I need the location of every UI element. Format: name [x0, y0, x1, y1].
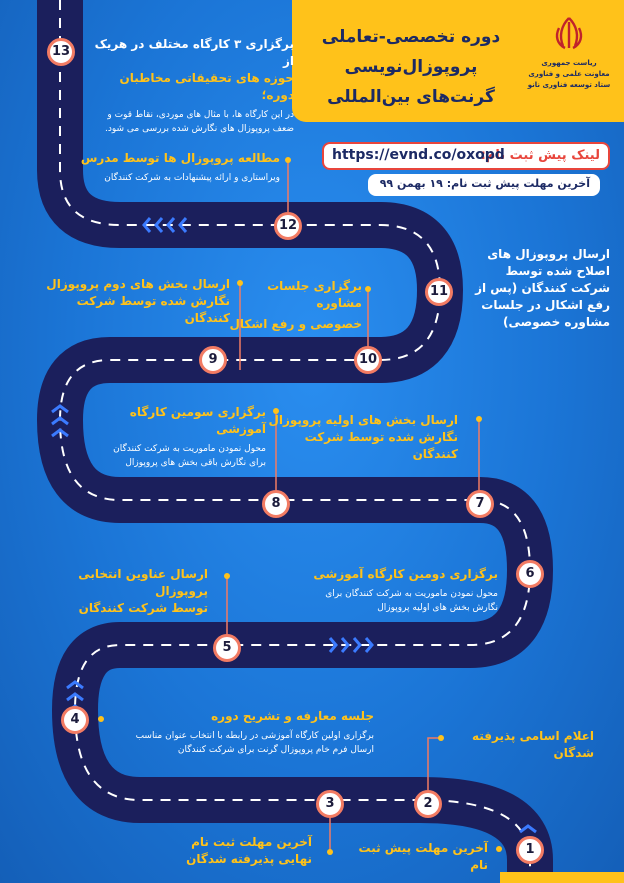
step-11-title2: اصلاح شده توسط — [505, 264, 610, 278]
step-1-marker: 1 — [516, 836, 544, 864]
step-1-title: آخرین مهلت پیش ثبت نام — [358, 841, 488, 872]
step-5-marker: 5 — [213, 634, 241, 662]
step-10-title2: خصوصی و رفع اشکال — [229, 317, 362, 331]
step-2-text — [444, 728, 594, 762]
header-banner — [292, 0, 624, 122]
step-12-desc1: ویراستاری و ارائه پیشنهادات به شرکت کنندگان — [104, 173, 280, 183]
step-10-marker: 10 — [354, 346, 382, 374]
step-4-text — [114, 708, 374, 757]
deadline-box — [368, 174, 600, 196]
step-6-desc1: محول نمودن ماموریت به شرکت کنندگان برای — [325, 589, 498, 599]
step-9-text — [40, 276, 230, 327]
step-5-text — [38, 566, 208, 617]
step-4-title: جلسه معارفه و تشریح دوره — [211, 709, 374, 723]
step-8-desc1: محول نمودن ماموریت به شرکت کنندگان — [113, 444, 266, 454]
step-8-desc2: برای نگارش باقی بخش های پروپوزال — [125, 458, 266, 468]
step-3-text — [162, 834, 312, 868]
step-6-desc2: نگارش بخش های اولیه پروپوزال — [377, 603, 498, 613]
step-9-title2: نگارش شده توسط شرکت کنندگان — [76, 294, 230, 325]
registration-label: لینک پیش ثبت نام: — [480, 148, 600, 163]
step-10-text — [222, 278, 362, 333]
step-11-title: ارسال پروپوزال های — [487, 247, 610, 261]
bottom-strip — [500, 872, 624, 883]
step-7-title2: نگارش شده توسط شرکت کنندگان — [304, 430, 458, 461]
deadline-text: آخرین مهلت پیش ثبت نام: ۱۹ بهمن ۹۹ — [379, 177, 590, 190]
step-10-title: برگزاری جلسات مشاوره — [267, 279, 362, 310]
step-3-marker: 3 — [316, 790, 344, 818]
step-3-title: آخرین مهلت ثبت نام — [191, 835, 312, 849]
registration-link[interactable]: https://evnd.co/oxopd — [332, 147, 505, 163]
step-6-marker: 6 — [516, 560, 544, 588]
step-1-text — [338, 840, 488, 874]
step-7-dot — [476, 416, 482, 422]
step-3-dot — [327, 849, 333, 855]
step-8-marker: 8 — [262, 490, 290, 518]
step-8-title: برگزاری سومین کارگاه آموزشی — [129, 405, 266, 436]
step-5-title: ارسال عناوین انتخابی پروپوزال — [78, 567, 208, 598]
step-11-title5: مشاوره خصوصی) — [503, 315, 610, 329]
step-7-title: ارسال بخش های اولیه پروپوزال — [268, 413, 458, 427]
step-10-dot — [365, 286, 371, 292]
course-title-line2: پروپوزال‌نویسی — [344, 57, 478, 77]
step-7-marker: 7 — [466, 490, 494, 518]
course-title-line3: گرنت‌های بین‌المللی — [327, 87, 495, 107]
step-13-title: برگزاری ۳ کارگاه مختلف در هریک از — [94, 37, 294, 68]
logo-line3: ستاد توسعه فناوری نانو — [527, 81, 611, 89]
step-12-title: مطالعه پروپوزال ها توسط مدرس — [80, 151, 280, 165]
step-11-marker: 11 — [425, 278, 453, 306]
logo-text — [524, 58, 614, 91]
registration-box — [322, 142, 610, 170]
step-13-marker: 13 — [47, 38, 75, 66]
step-8-text — [96, 404, 266, 470]
step-5-dot — [224, 573, 230, 579]
logo-line2: معاونت علمی و فناوری — [528, 70, 610, 78]
step-11-title4: رفع اشکال در جلسات — [481, 298, 610, 312]
step-11-text — [460, 246, 610, 331]
step-4-dot — [98, 716, 104, 722]
step-12-marker: 12 — [274, 212, 302, 240]
step-2-marker: 2 — [414, 790, 442, 818]
step-6-text — [308, 566, 498, 615]
course-title — [316, 22, 506, 112]
step-4-desc2: ارسال فرم خام پروپوزال گرنت برای شرکت کنندگان — [177, 745, 374, 755]
step-13-desc2: ضعف پروپوزال های نگارش شده بررسی می شود. — [105, 124, 294, 134]
step-9-dot — [237, 280, 243, 286]
step-2-title: اعلام اسامی پذیرفته شدگان — [471, 729, 594, 760]
step-9-marker: 9 — [199, 346, 227, 374]
step-9-title: ارسال بخش های دوم پروپوزال — [46, 277, 230, 291]
step-12-dot — [285, 157, 291, 163]
step-13-desc1: در این کارگاه ها، با مثال های موردی، نقاط قوت و — [107, 110, 294, 120]
emblem-icon — [549, 14, 589, 54]
step-1-dot — [496, 846, 502, 852]
step-5-title2: توسط شرکت کنندگان — [78, 601, 208, 615]
step-3-title2: نهایی پذیرفته شدگان — [186, 852, 312, 866]
logo-line1: ریاست جمهوری — [541, 59, 597, 67]
course-title-line1: دوره تخصصی-تعاملی — [321, 27, 501, 47]
step-6-title: برگزاری دومین کارگاه آموزشی — [313, 567, 498, 581]
step-13-title2: حوزه های تحقیقاتی مخاطبان دوره؛ — [119, 71, 294, 102]
step-12-text — [80, 150, 280, 185]
step-7-text — [268, 412, 458, 463]
step-13-text — [84, 36, 294, 136]
government-logo — [524, 14, 614, 110]
step-11-title3: شرکت کنندگان (پس از — [475, 281, 610, 295]
step-4-marker: 4 — [61, 706, 89, 734]
step-4-desc1: برگزاری اولین کارگاه آموزشی در رابطه با انتخاب عنوان مناسب — [135, 731, 374, 741]
